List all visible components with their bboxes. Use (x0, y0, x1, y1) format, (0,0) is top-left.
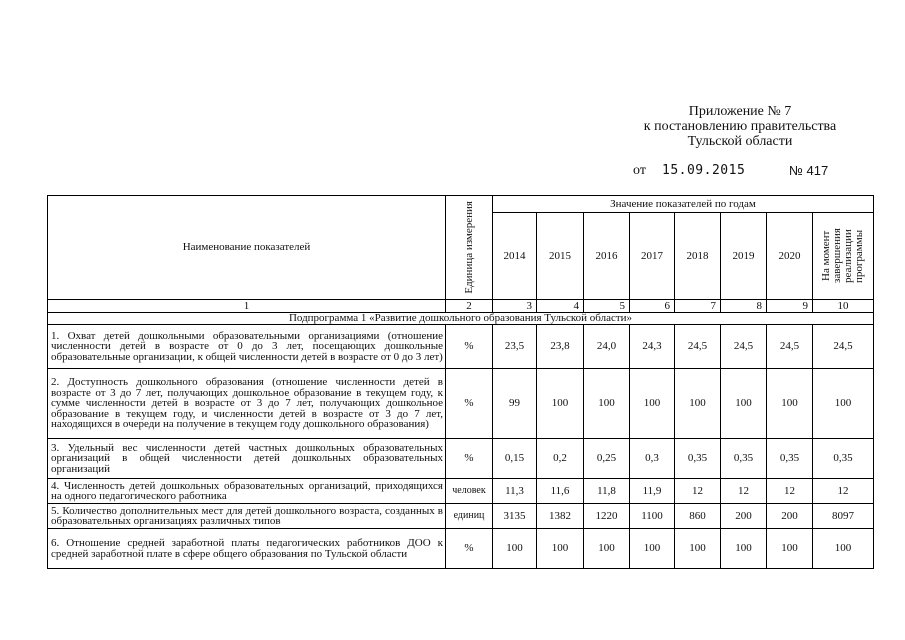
column-number: 1 (48, 300, 446, 313)
indicator-value: 24,3 (630, 325, 675, 369)
column-number: 2 (446, 300, 493, 313)
column-number: 8 (721, 300, 767, 313)
header-year: 2018 (675, 213, 721, 300)
indicator-value: 12 (767, 479, 813, 504)
indicator-name: 2. Доступность дошкольного образования (отношение численности детей в возрасте от 3 до 7 лет, получающих дошкольное образование в текущем году, к сумме численности детей в возрасте от 3 до 7 лет, получающих дошкольное образование в текущем году, и численности детей в возрасте от 3 до 7 лет, находящихся в очереди на получение в текущем году дошкольного образования) (48, 369, 446, 439)
header-year: 2016 (584, 213, 630, 300)
indicator-value: 100 (813, 369, 874, 439)
indicator-name: 4. Численность детей дошкольных образовательных организаций, приходящихся на одного педагогического работника (48, 479, 446, 504)
column-number: 6 (630, 300, 675, 313)
indicator-value: 11,3 (493, 479, 537, 504)
indicator-value: 1100 (630, 504, 675, 529)
table-row (48, 439, 874, 479)
indicator-value: 11,6 (537, 479, 584, 504)
indicator-value: 11,8 (584, 479, 630, 504)
column-number: 4 (537, 300, 584, 313)
indicator-unit: % (446, 529, 493, 569)
indicator-value: 24,5 (767, 325, 813, 369)
indicator-value: 100 (813, 529, 874, 569)
header-name-cell: Наименование показателей (48, 196, 446, 300)
indicator-value: 1382 (537, 504, 584, 529)
header-unit-label: Единица измерения (462, 201, 475, 294)
indicator-value: 100 (675, 529, 721, 569)
column-number: 10 (813, 300, 874, 313)
header-year: 2014 (493, 213, 537, 300)
table-row (48, 369, 874, 439)
header-year: 2017 (630, 213, 675, 300)
indicator-unit: единиц (446, 504, 493, 529)
indicator-value: 100 (537, 369, 584, 439)
header-final-label: На момент завершения реализации программы (820, 228, 865, 284)
indicator-value: 11,9 (630, 479, 675, 504)
indicator-value: 0,25 (584, 439, 630, 479)
indicator-unit: % (446, 439, 493, 479)
indicator-value: 100 (493, 529, 537, 569)
indicator-value: 100 (721, 369, 767, 439)
indicator-value: 12 (813, 479, 874, 504)
indicators-table (47, 195, 874, 569)
indicator-unit: % (446, 369, 493, 439)
appendix-title: Приложение № 7 (688, 104, 792, 119)
header-year: 2020 (767, 213, 813, 300)
table-row (48, 529, 874, 569)
indicator-value: 1220 (584, 504, 630, 529)
header-year: 2019 (721, 213, 767, 300)
header-year: 2015 (537, 213, 584, 300)
table-row (48, 479, 874, 504)
indicator-value: 23,8 (537, 325, 584, 369)
document-header (625, 104, 855, 149)
indicator-value: 24,5 (813, 325, 874, 369)
indicator-value: 200 (767, 504, 813, 529)
column-number: 5 (584, 300, 630, 313)
indicator-value: 100 (721, 529, 767, 569)
table-row (48, 325, 874, 369)
document-number: № 417 (789, 163, 829, 178)
indicator-value: 0,35 (675, 439, 721, 479)
indicator-name: 5. Количество дополнительных мест для детей дошкольного возраста, созданных в образовательных организациях различных типов (48, 504, 446, 529)
date-prefix: от (633, 163, 646, 178)
indicator-value: 0,35 (813, 439, 874, 479)
table-row (48, 504, 874, 529)
indicator-value: 100 (584, 369, 630, 439)
indicator-value: 23,5 (493, 325, 537, 369)
indicator-value: 100 (767, 529, 813, 569)
indicator-value: 100 (675, 369, 721, 439)
indicator-unit: человек (446, 479, 493, 504)
indicator-value: 0,35 (721, 439, 767, 479)
indicator-value: 12 (721, 479, 767, 504)
indicator-value: 24,0 (584, 325, 630, 369)
indicator-value: 0,2 (537, 439, 584, 479)
indicator-unit: % (446, 325, 493, 369)
column-number: 9 (767, 300, 813, 313)
appendix-subtitle: к постановлению правительства (643, 119, 837, 134)
indicator-value: 100 (584, 529, 630, 569)
indicator-value: 100 (630, 369, 675, 439)
column-number: 3 (493, 300, 537, 313)
header-values-cell: Значение показателей по годам (493, 196, 874, 213)
document-date: 15.09.2015 (662, 163, 746, 178)
indicator-value: 8097 (813, 504, 874, 529)
subprogram-title: Подпрограмма 1 «Развитие дошкольного образования Тульской области» (48, 313, 874, 325)
header-unit-cell (446, 196, 493, 300)
indicator-value: 12 (675, 479, 721, 504)
indicator-value: 24,5 (721, 325, 767, 369)
header-final-cell (813, 213, 874, 300)
column-number: 7 (675, 300, 721, 313)
indicator-value: 860 (675, 504, 721, 529)
indicator-name: 6. Отношение средней заработной платы педагогических работников ДОО к средней заработной плате в сфере общего образования по Тульской области (48, 529, 446, 569)
indicator-value: 3135 (493, 504, 537, 529)
indicator-name: 1. Охват детей дошкольными образовательными организациями (отношение численности детей в возрасте от 0 до 3 лет, посещающих дошкольные образовательные организации, к общей численности детей в возрасте от 0 до 3 лет) (48, 325, 446, 369)
indicator-value: 100 (537, 529, 584, 569)
indicator-value: 200 (721, 504, 767, 529)
indicator-value: 100 (767, 369, 813, 439)
indicator-value: 0,15 (493, 439, 537, 479)
indicator-value: 99 (493, 369, 537, 439)
indicator-value: 24,5 (675, 325, 721, 369)
indicator-value: 0,35 (767, 439, 813, 479)
indicator-value: 0,3 (630, 439, 675, 479)
indicator-name: 3. Удельный вес численности детей частных дошкольных образовательных организаций в общей численности детей дошкольных образовательных организаций (48, 439, 446, 479)
appendix-region: Тульской области (687, 134, 793, 149)
date-line (633, 163, 833, 181)
indicator-value: 100 (630, 529, 675, 569)
